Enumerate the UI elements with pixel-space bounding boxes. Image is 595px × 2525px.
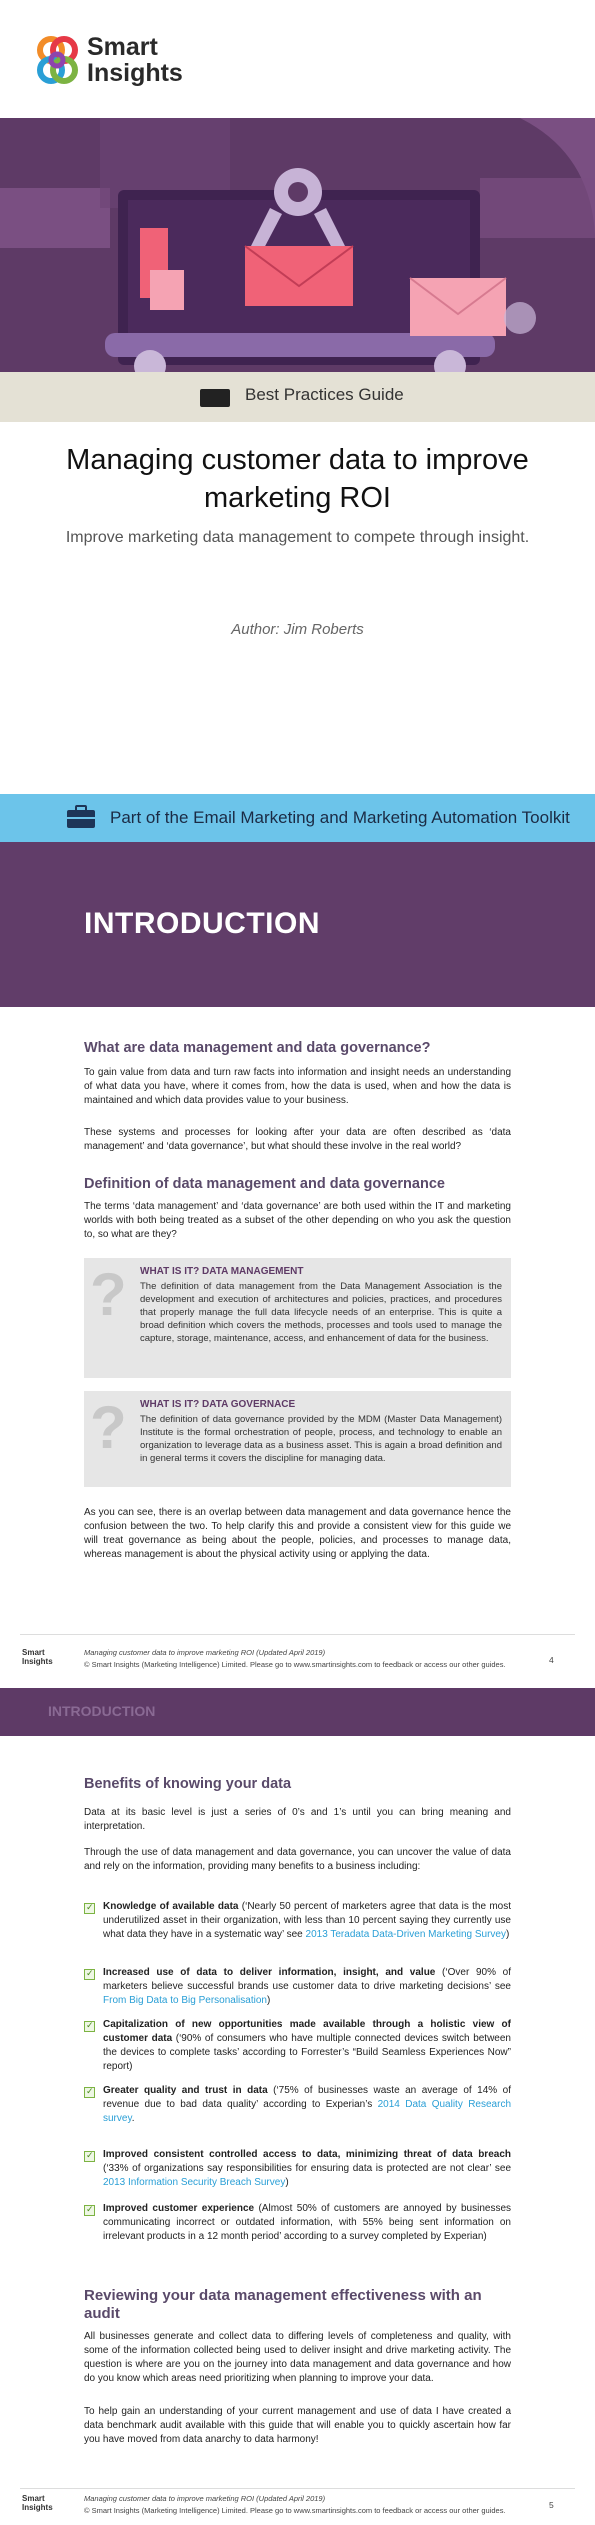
document-title: Managing customer data to improve marketing ROI	[66, 444, 529, 514]
source-link[interactable]: From Big Data to Big Personalisation	[103, 1995, 267, 2006]
introduction-strip-label: INTRODUCTION	[48, 1703, 156, 1719]
paragraph: The terms ‘data management’ and ‘data governance’ are both used within the IT and marketing worlds with both being treated as a subset of the other depending on who you ask the question to, so what are they?	[84, 1201, 511, 1240]
check-icon: ✓	[86, 2150, 94, 2160]
benefit-item	[103, 1966, 511, 2008]
source-link[interactable]: 2013 Information Security Breach Survey	[103, 2177, 286, 2188]
footer-title: Managing customer data to improve marketing ROI (Updated April 2019)	[84, 2494, 326, 2503]
page-number: 5	[549, 2500, 554, 2510]
benefit-title: Knowledge of available data	[103, 1901, 239, 1912]
source-link[interactable]: 2013 Teradata Data-Driven Marketing Survey	[305, 1929, 506, 1940]
guide-type-label: Best Practices Guide	[245, 385, 404, 404]
hero-illustration	[0, 118, 595, 372]
definition-title: WHAT IS IT? DATA GOVERNACE	[140, 1399, 296, 1410]
document-subtitle: Improve marketing data management to compete through insight.	[65, 529, 530, 546]
benefit-tail: .	[131, 2113, 135, 2124]
paragraph: Data at its basic level is just a series of 0’s and 1’s until you can bring meaning and interpretation.	[84, 1807, 511, 1832]
question-mark-icon: ?	[90, 1261, 127, 1328]
footer-logo: Smart Insights	[22, 1648, 53, 1666]
benefit-item	[103, 2084, 511, 2126]
benefit-title: Increased use of data to deliver information, insight, and value	[103, 1967, 436, 1978]
smart-insights-logo-icon	[36, 34, 80, 90]
section-heading: Definition of data management and data governance	[84, 1176, 445, 1192]
question-mark-icon: ?	[90, 1394, 127, 1461]
footer-divider	[20, 1634, 575, 1635]
toolkit-link[interactable]: Part of the Email Marketing and Marketing Automation Toolkit	[110, 808, 570, 827]
footer-divider	[20, 2488, 575, 2489]
benefit-text: (‘Over 90% of marketers believe successful brands use customer data to drive marketing decisions’ see	[103, 1967, 511, 1992]
check-icon: ✓	[86, 1902, 94, 1912]
benefit-title: Improved customer experience	[103, 2203, 255, 2214]
paragraph: All businesses generate and collect data to differing levels of completeness and quality, with some of the information collected being used to deliver insight and drive marketing activity. The question is where are you on the journey into data management and data governance and how do you know which areas need prioritizing when planning to improve your data.	[84, 2331, 511, 2384]
section-heading: Benefits of knowing your data	[84, 1776, 292, 1792]
page-number: 4	[549, 1655, 554, 1665]
check-icon: ✓	[86, 1968, 94, 1978]
paragraph: To gain value from data and turn raw facts into information and insight needs an understanding of what data you have, where it comes from, how the data is used, when and how the data is maintained and which data provides value to your business.	[84, 1067, 511, 1106]
footer-copyright: © Smart Insights (Marketing Intelligence) Limited. Please go to www.smartinsights.com to feedback or access our other guides.	[84, 1660, 506, 1669]
guide-badge-icon	[200, 389, 230, 407]
definition-box-data-governance	[84, 1391, 511, 1487]
briefcase-icon	[66, 805, 96, 829]
footer-copyright: © Smart Insights (Marketing Intelligence) Limited. Please go to www.smartinsights.com to feedback or access our other guides.	[84, 2506, 506, 2515]
benefit-tail: )	[266, 1995, 271, 2006]
definition-text: The definition of data management from the Data Management Association is the development and execution of architectures and policies, practices, and procedures that properly manage the full data lifecycle needs of an enterprise. This is quite a broad definition which covers the methods, processes and tools used to manage the capture, storage, maintenance, access, and enhancement of data for the business.	[140, 1281, 502, 1344]
check-icon: ✓	[86, 2086, 94, 2096]
source-link[interactable]: 2014 Data Quality Research survey	[103, 2099, 512, 2124]
footer-title: Managing customer data to improve marketing ROI (Updated April 2019)	[84, 1648, 326, 1657]
benefit-text: (‘75% of businesses waste an average of 14% of revenue due to bad data quality’ according to Experian’s	[103, 2085, 511, 2110]
check-icon: ✓	[86, 2020, 94, 2030]
benefit-title: Greater quality and trust in data	[103, 2085, 268, 2096]
check-icon: ✓	[86, 2204, 94, 2214]
definition-text: The definition of data governance provided by the MDM (Master Data Management) Institute is the formal orchestration of people, process, and technology to enable an organization to leverage data as a business asset. This is again a broad definition and in general terms it covers the discipline for managing data.	[140, 1414, 502, 1464]
footer-logo: Smart Insights	[22, 2494, 53, 2512]
benefit-text: (‘33% of organizations say responsibilities for ensuring data is protected are not clear’ see	[103, 2163, 511, 2174]
definition-box-data-management	[84, 1258, 511, 1378]
paragraph: To help gain an understanding of your current management and use of data I have created a data benchmark audit available with this guide that will enable you to quickly ascertain how far you have moved from data anarchy to data harmony!	[84, 2406, 511, 2445]
benefit-item	[103, 2202, 511, 2244]
paragraph: As you can see, there is an overlap between data management and data governance hence the confusion between the two. To help clarify this and provide a consistent view for this guide we will treat governance as being about the people, policies, and processes to manage data, whereas management is about the physical activity using or applying the data.	[84, 1507, 511, 1560]
benefit-tail: )	[285, 2177, 289, 2188]
benefit-tail: )	[506, 1929, 510, 1940]
benefit-item	[103, 1900, 511, 1942]
benefit-text: (‘Nearly 50 percent of marketers agree that data is the most underutilized asset in their organization, with less than 10 percent saying they currently use what data they have in a systematic way’ see	[103, 1901, 511, 1940]
benefit-text: (Almost 50% of customers are annoyed by businesses communicating incorrect or outdated information, with 55% being sent information on irrelevant products in a 12 month period’ according to a survey completed by Experian)	[103, 2203, 511, 2242]
logo-wordmark: Smart Insights	[87, 33, 183, 87]
benefit-item	[103, 2148, 511, 2190]
benefit-title: Capitalization of new opportunities made available through a holistic view of customer data	[103, 2019, 511, 2044]
paragraph: These systems and processes for looking after your data are often described as ‘data management’ and ‘data governance’, but what should these involve in the real world?	[84, 1127, 511, 1152]
introduction-heading: INTRODUCTION	[84, 907, 320, 940]
definition-title: WHAT IS IT? DATA MANAGEMENT	[140, 1266, 304, 1277]
section-heading: Reviewing your data management effectiveness with an audit	[84, 2287, 482, 2322]
author-line: Author: Jim Roberts	[231, 621, 364, 638]
benefit-title: Improved consistent controlled access to data, minimizing threat of data breach	[103, 2149, 511, 2160]
section-heading: What are data management and data governance?	[84, 1040, 431, 1056]
benefit-item	[103, 2018, 511, 2074]
benefit-text: (‘90% of consumers who have multiple connected devices switch between the devices to complete tasks’ according to Forrester’s “Build Seamless Experiences Now” report)	[103, 2033, 511, 2072]
paragraph: Through the use of data management and data governance, you can uncover the value of data and rely on the information, providing many benefits to a business including:	[84, 1847, 511, 1872]
